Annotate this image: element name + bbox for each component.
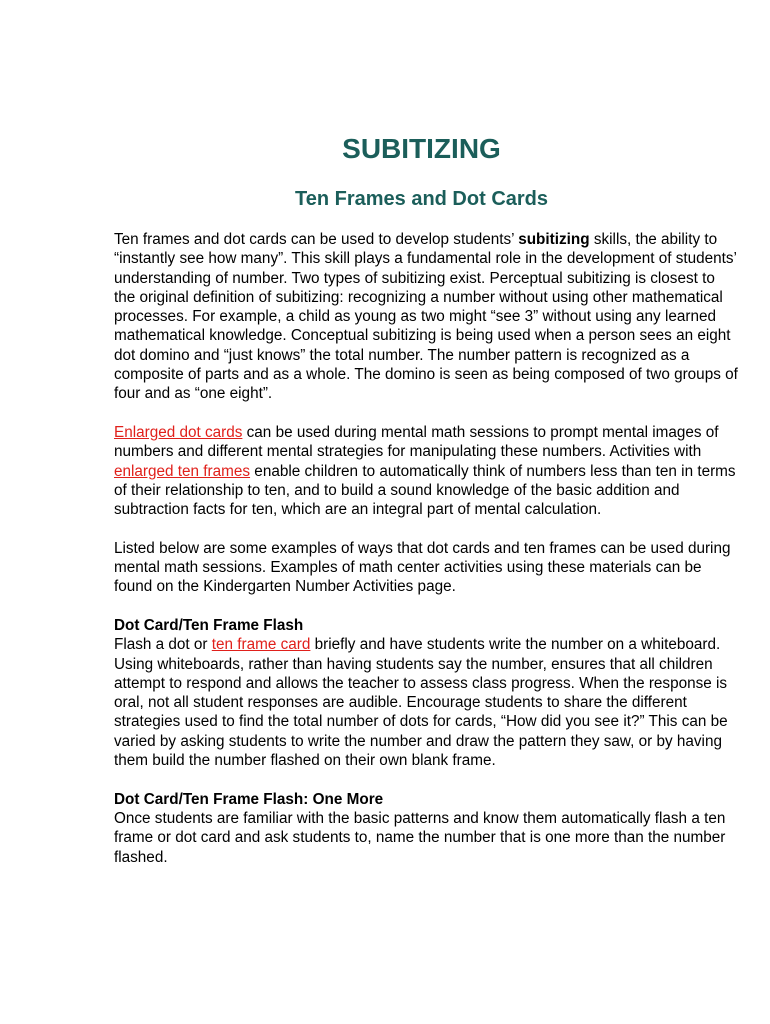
document-body bbox=[114, 230, 740, 886]
page-subtitle: Ten Frames and Dot Cards bbox=[294, 188, 549, 210]
flash-section-heading: Dot Card/Ten Frame Flash bbox=[114, 616, 304, 634]
flash-text-rest: briefly and have students write the number on a whiteboard. Using whiteboards, rather than having students say the number, ensures that all children attempt to respond and allows the teacher to assess class progress. When the response is oral, not all student responses are audible. Encourage students to share the different strategies used to find the total number of dots for cards, “How did you see it?” This can be varied by asking students to write the number and draw the pattern they saw, or by having them build the number flashed on their own blank frame. bbox=[114, 636, 728, 770]
intro-text-start: Ten frames and dot cards can be used to develop students’ bbox=[114, 231, 519, 248]
flash-section bbox=[114, 616, 740, 770]
page-title: SUBITIZING bbox=[342, 133, 501, 164]
dot-cards-paragraph bbox=[114, 423, 740, 519]
one-more-section bbox=[114, 790, 740, 867]
intro-text-rest: skills, the ability to “instantly see how many”. This skill plays a fundamental role in the development of students’ understanding of number. Two types of subitizing exist. Perceptual subitizing is closest to the original definition of subitizing: recognizing a number without using other mathematical processes. For example, a child as young as two might “see 3” without using any learned mathematical knowledge. Conceptual subitizing is being used when a person sees an eight dot domino and “just knows” the total number. The number pattern is recognized as a composite of parts and as a whole. The domino is seen as being composed of two groups of four and as “one eight”. bbox=[114, 231, 738, 403]
ten-frame-card-link[interactable]: ten frame card bbox=[211, 636, 311, 654]
enlarged-dot-cards-link[interactable]: Enlarged dot cards bbox=[114, 423, 243, 441]
flash-text-start: Flash a dot or bbox=[114, 636, 212, 654]
intro-paragraph bbox=[114, 230, 740, 404]
dot-cards-text: can be used during mental math sessions to prompt mental images of numbers and different mental strategies for manipulating these numbers. Activities with bbox=[114, 423, 719, 461]
enlarged-ten-frames-link[interactable]: enlarged ten frames bbox=[114, 462, 251, 480]
ten-frames-text: enable children to automatically think of numbers less than ten in terms of their relationship to ten, and to build a sound knowledge of the basic addition and subtraction facts for ten, which are an integral part of mental calculation. bbox=[114, 462, 736, 519]
one-more-section-heading: Dot Card/Ten Frame Flash: One More bbox=[114, 790, 384, 808]
subitizing-bold-term: subitizing bbox=[518, 231, 590, 248]
examples-paragraph: Listed below are some examples of ways that dot cards and ten frames can be used during mental math sessions. Examples of math center activities using these materials can be found on the Kindergarten Number Activities page. bbox=[114, 539, 731, 596]
one-more-text: Once students are familiar with the basic patterns and know them automatically flash a ten frame or dot card and ask students to, name the number that is one more than the number flashed. bbox=[114, 809, 726, 866]
